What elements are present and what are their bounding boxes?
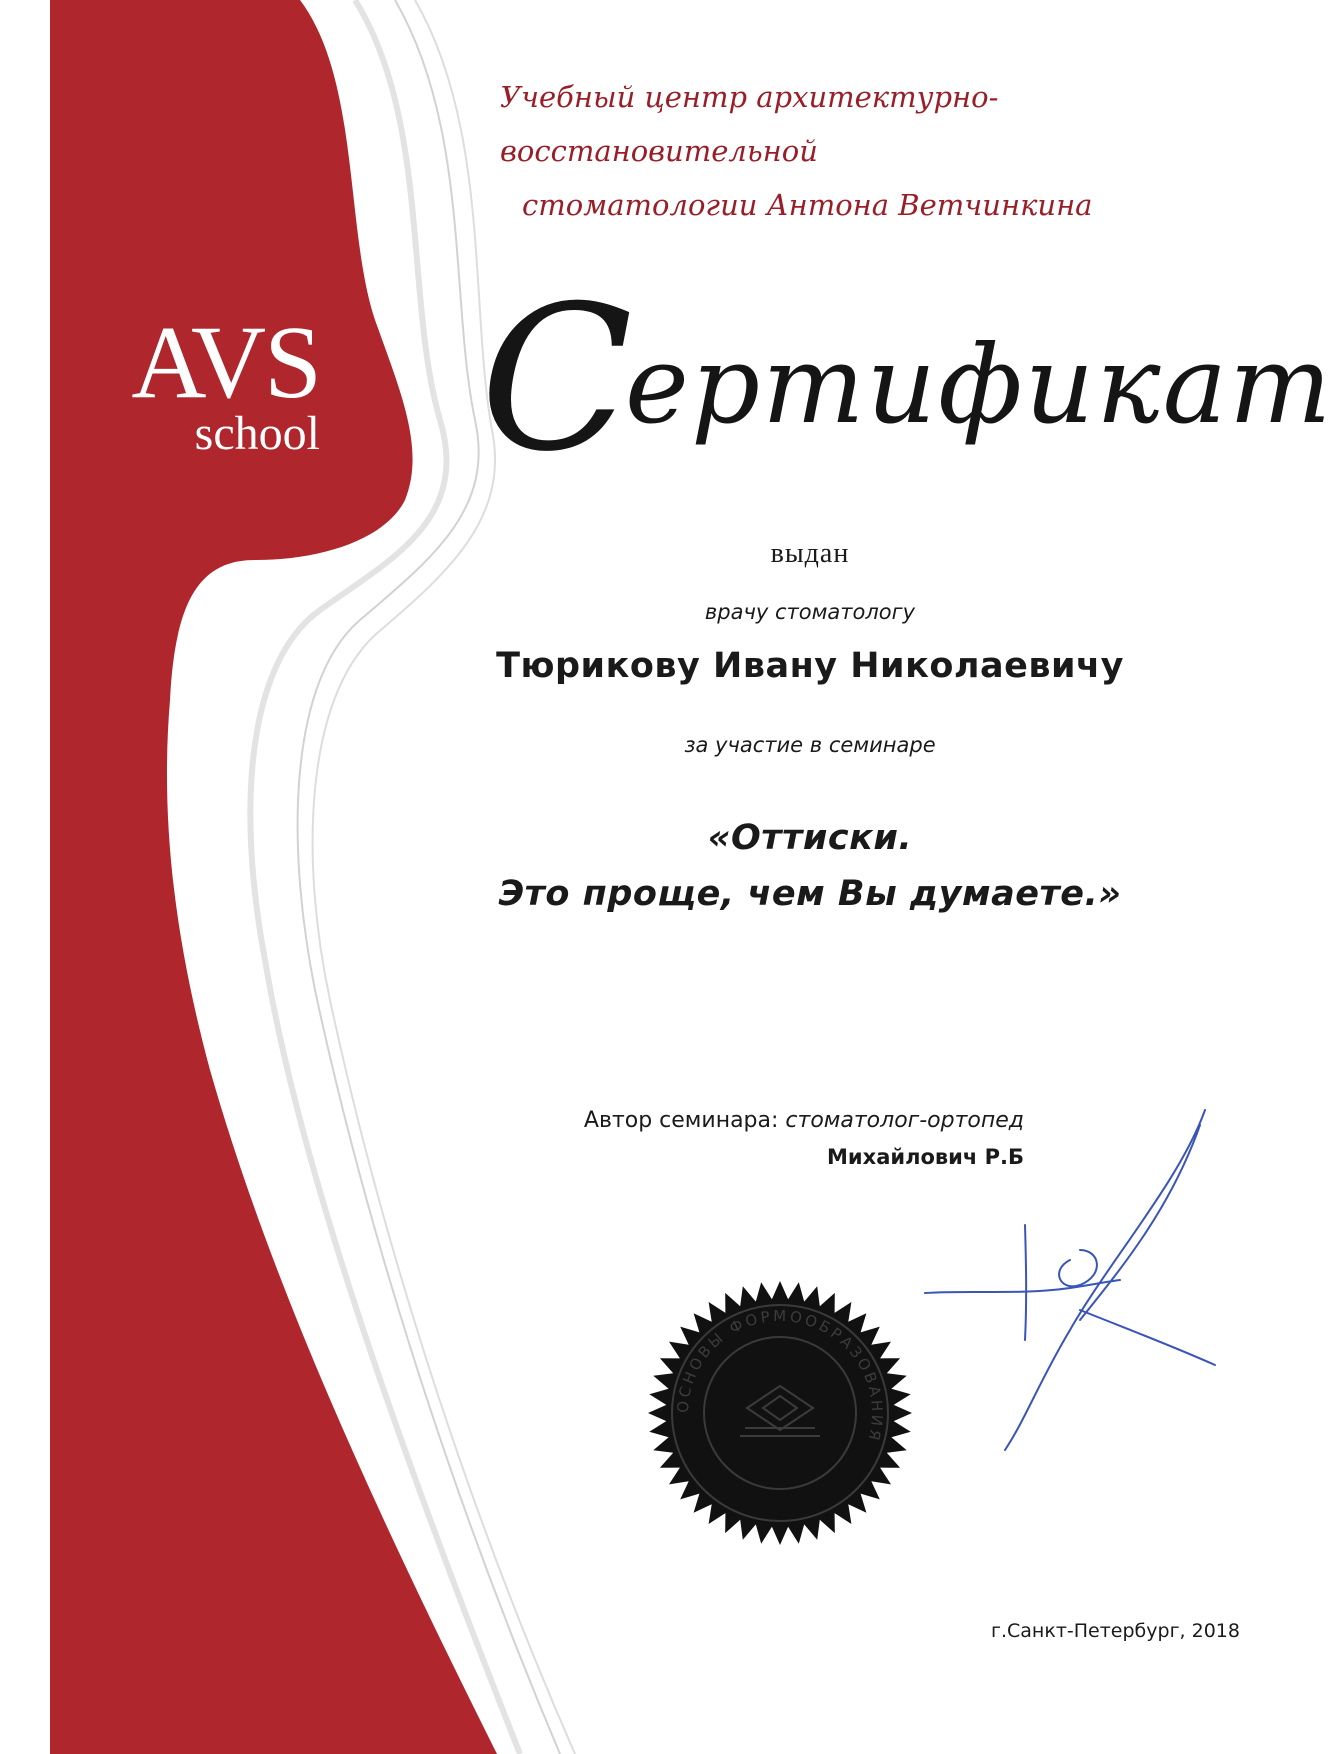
author-name: Михайлович Р.Б xyxy=(827,1145,1024,1169)
participation-label: за участие в семинаре xyxy=(684,733,936,757)
organization-line-1: Учебный центр архитектурно-восстановительной xyxy=(500,80,999,168)
certificate-title-rest: ертификат xyxy=(625,323,1333,448)
red-side-band xyxy=(50,0,497,1754)
handwritten-signature xyxy=(930,1100,1220,1460)
certificate-title xyxy=(480,263,1333,496)
logo-sub-text: school xyxy=(194,407,320,460)
city-year: г.Санкт-Петербург, 2018 xyxy=(991,1620,1240,1642)
organization-name xyxy=(500,70,1200,232)
recipient-role: врачу стоматологу xyxy=(704,600,916,624)
organization-line-2: стоматологии Антона Ветчинкина xyxy=(522,188,1093,222)
seal-stamp xyxy=(645,1278,915,1548)
certificate-title-initial: С xyxy=(480,263,636,496)
author-role: стоматолог-ортопед xyxy=(785,1108,1024,1133)
seminar-title: «Оттиски. Это проще, чем Вы думаете.» xyxy=(498,818,1122,914)
issued-label: выдан xyxy=(770,538,850,569)
logo-main-text: AVS xyxy=(131,305,320,420)
seal-ring-text: ОСНОВЫ ФОРМООБРАЗОВАНИЯ xyxy=(673,1306,887,1445)
author-label: Автор семинара: xyxy=(583,1108,779,1133)
avs-school-logo xyxy=(100,305,320,460)
recipient-name: Тюрикову Ивану Николаевичу xyxy=(496,646,1124,686)
